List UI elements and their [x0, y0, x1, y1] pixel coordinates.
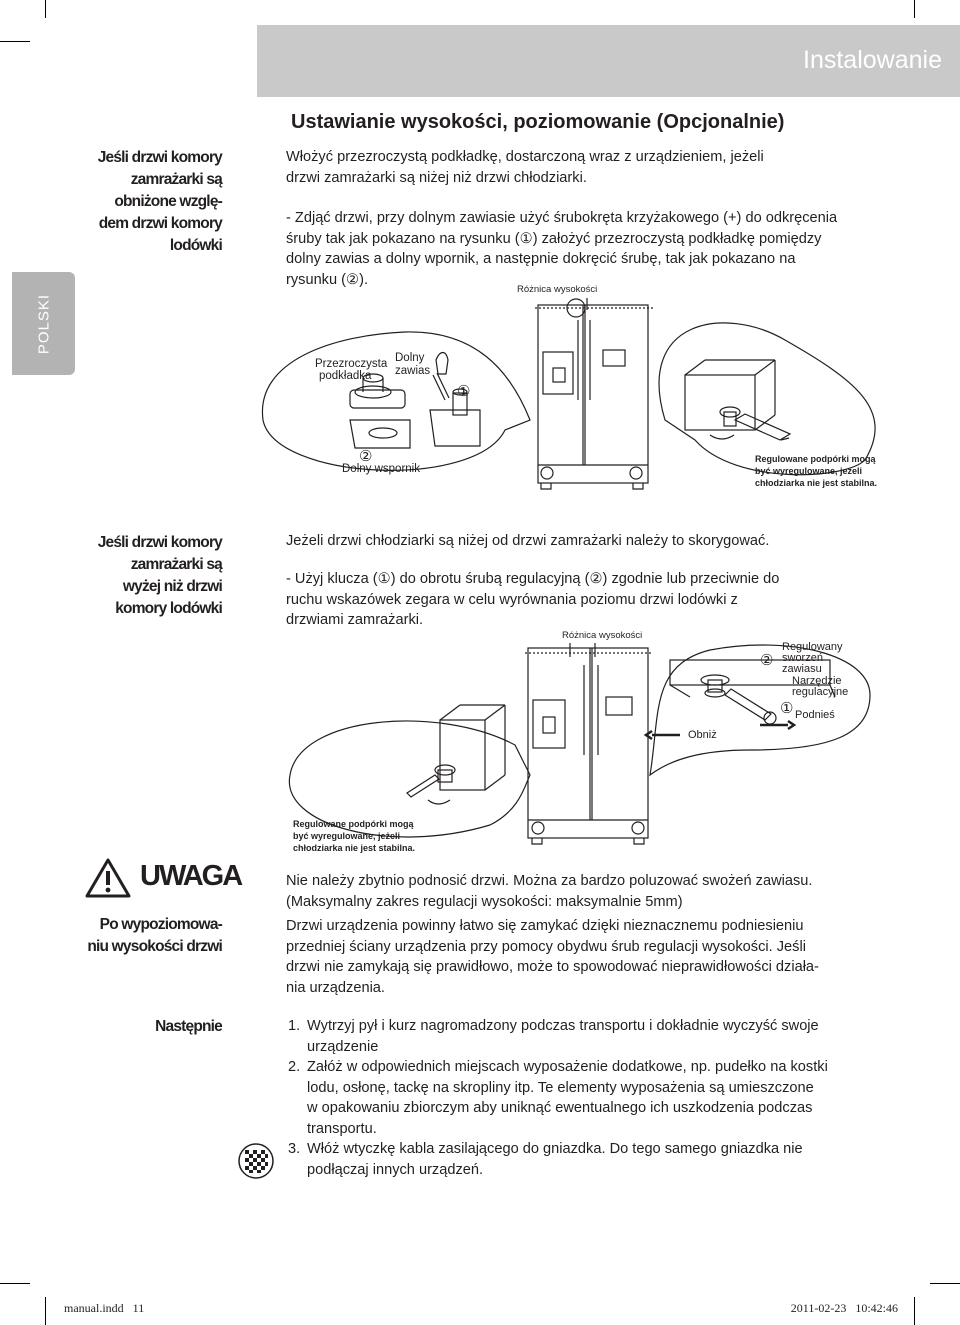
text-line: - Zdjąć drzwi, przy dolnym zawiasie użyć śrubokręta krzyżakowego (+) do odkręcenia [286, 210, 838, 226]
text-line: Nie należy zbytnio podnosić drzwi. Można za bardzo poluzować swożeń zawiasu. [286, 873, 813, 889]
tool-label: Narzędzie [792, 675, 842, 687]
text-line: drzwiami zamrażarki. [286, 612, 424, 628]
side-heading-line: Jeśli drzwi komory [97, 534, 222, 551]
page-header-title: Instalowanie [803, 46, 942, 74]
washer-label: Przezroczysta [315, 358, 388, 370]
text-line: Wytrzyj pył i kurz nagromadzony podczas transportu i dokładnie wyczyść swoje [307, 1018, 819, 1034]
language-tab-label: POLSKI [35, 293, 52, 354]
text-line: - Użyj klucza (①) do obrotu śrubą regulacyjną (②) zgodnie lub przeciwnie do [286, 571, 780, 587]
side-heading-line: niu wysokości drzwi [87, 938, 222, 955]
height-diff-label: Różnica wysokości [562, 630, 643, 641]
list-item-number: 3. [288, 1141, 301, 1157]
side-heading-line: zamrażarki są [130, 556, 222, 573]
crop-mark [0, 41, 30, 42]
text-line: Włóż wtyczkę kabla zasilającego do gniazdka. Do tego samego gniazdka nie [307, 1141, 803, 1157]
height-diff-label: Różnica wysokości [517, 284, 598, 295]
text-line: podłączaj innych urządzeń. [307, 1161, 484, 1178]
section2-intro: Jeżeli drzwi chłodziarki są niżej od drzwi zamrażarki należy to skorygować. [286, 533, 770, 549]
text-line: przedniej ściany urządzenia przy pomocy obydwu śrub regulacji wysokości. Jeśli [286, 938, 806, 955]
side-heading-line: wyżej niż drzwi [122, 578, 222, 595]
tool-label: regulacyjne [792, 686, 849, 698]
side-heading-line: lodówki [169, 237, 222, 254]
section1-side-heading [22, 147, 222, 257]
text-line: (Maksymalny zakres regulacji wysokości: maksymalnie 5mm) [286, 893, 683, 910]
feet-note: chłodziarka nie jest stabilna. [293, 843, 416, 853]
step-number-2: ② [359, 448, 373, 465]
text-line: w opakowaniu zbiorczym aby uniknąć ewentualnego ich uszkodzenia podczas [307, 1100, 813, 1116]
crop-mark [914, 0, 915, 18]
warning-text [286, 871, 916, 912]
text-line: drzwi zamrażarki są niżej niż drzwi chłodziarki. [286, 169, 587, 186]
list-item [288, 1016, 908, 1057]
crop-mark [45, 1297, 46, 1325]
feet-note: chłodziarka nie jest stabilna. [755, 478, 878, 488]
feet-note: Regulowane podpórki mogą [293, 819, 414, 829]
crop-mark [0, 1283, 30, 1284]
step-number-2: ② [760, 652, 774, 669]
bracket-label: Dolny wspornik [342, 463, 420, 475]
crop-mark [45, 0, 46, 18]
crop-mark [930, 1283, 960, 1284]
step-number-1: ① [780, 700, 794, 717]
text-line: urządzenie [307, 1038, 379, 1055]
side-heading-line: dem drzwi komory [98, 215, 222, 232]
text-line: Włożyć przezroczystą podkładkę, dostarczoną wraz z urządzieniem, jeżeli [286, 149, 764, 165]
list-item [288, 1139, 908, 1180]
pin-label: zawiasu [782, 663, 822, 675]
lower-label: Obniż [688, 729, 717, 741]
text-line: ruchu wskazówek zegara w celu wyrównania poziomu drzwi lodówki z [286, 591, 738, 608]
section1-intro [286, 147, 906, 188]
text-line: śruby tak jak pokazano na rysunku (①) założyć przezroczystą podkładkę pomiędzy [286, 230, 822, 247]
raise-label: Podnieś [795, 709, 835, 721]
text-line: rysunku (②). [286, 271, 369, 288]
side-heading-line: komory lodówki [115, 600, 222, 617]
warning-side-heading [22, 914, 222, 958]
feet-note: być wyregulowane, jeżeli [755, 466, 863, 476]
crop-mark [914, 1297, 915, 1325]
hinge-label: zawias [395, 365, 431, 377]
list-item-number: 1. [288, 1018, 301, 1034]
text-line: Drzwi urządzenia powinny łatwo się zamykać dzięki nieznacznemu podniesieniu [286, 918, 804, 934]
text-line: lodu, osłonę, tackę na skropliny itp. Te elementy wyposażenia są umieszczone [307, 1079, 814, 1096]
side-heading-line: obniżone wzglę- [114, 193, 222, 210]
text-line: dolny zawias a dolny wpornik, a następnie dokręcić śrubę, tak jak pokazano na [286, 251, 796, 267]
footer-file: manual.indd 11 [64, 1301, 145, 1315]
text-line: Załóż w odpowiednich miejscach wyposażenie dodatkowe, np. pudełko na kostki [307, 1059, 828, 1075]
text-line: transportu. [307, 1120, 377, 1137]
footer-date: 2011-02-23 10:42:46 [790, 1301, 898, 1315]
language-tab [12, 272, 75, 375]
list-item [288, 1057, 908, 1139]
next-side-heading: Następnie [155, 1018, 222, 1035]
section2-side-heading [22, 532, 222, 620]
next-steps-list [288, 1016, 908, 1180]
figure-hinge-adjust [270, 625, 890, 865]
hinge-label: Dolny [395, 352, 425, 364]
feet-note: być wyregulowane, jeżeli [293, 831, 401, 841]
figure-lower-hinge [255, 280, 905, 500]
section1-step [286, 208, 906, 290]
side-heading-line: zamrażarki są [130, 171, 222, 188]
pin-label: Regulowany [782, 641, 843, 653]
list-item-number: 2. [288, 1059, 301, 1075]
section2-step [286, 569, 906, 631]
step-number-1: ① [457, 383, 471, 400]
feet-note: Regulowane podpórki mogą [755, 454, 876, 464]
warning-icon [84, 857, 132, 899]
washer-label: podkładka [319, 370, 372, 382]
pin-label: sworzeń [782, 652, 823, 664]
text-line: drzwi nie zamykają się prawidłowo, może to spowodować nieprawidłowości działa- [286, 959, 819, 975]
text-line: nia urządzenia. [286, 979, 385, 996]
registration-mark-icon [237, 1142, 275, 1180]
warning-title: UWAGA [140, 860, 242, 892]
warning-paragraph [286, 916, 916, 998]
side-heading-line: Jeśli drzwi komory [97, 149, 222, 166]
side-heading-line: Po wypoziomowa- [99, 916, 222, 933]
section-title: Ustawianie wysokości, poziomowanie (Opcjonalnie) [291, 111, 785, 133]
